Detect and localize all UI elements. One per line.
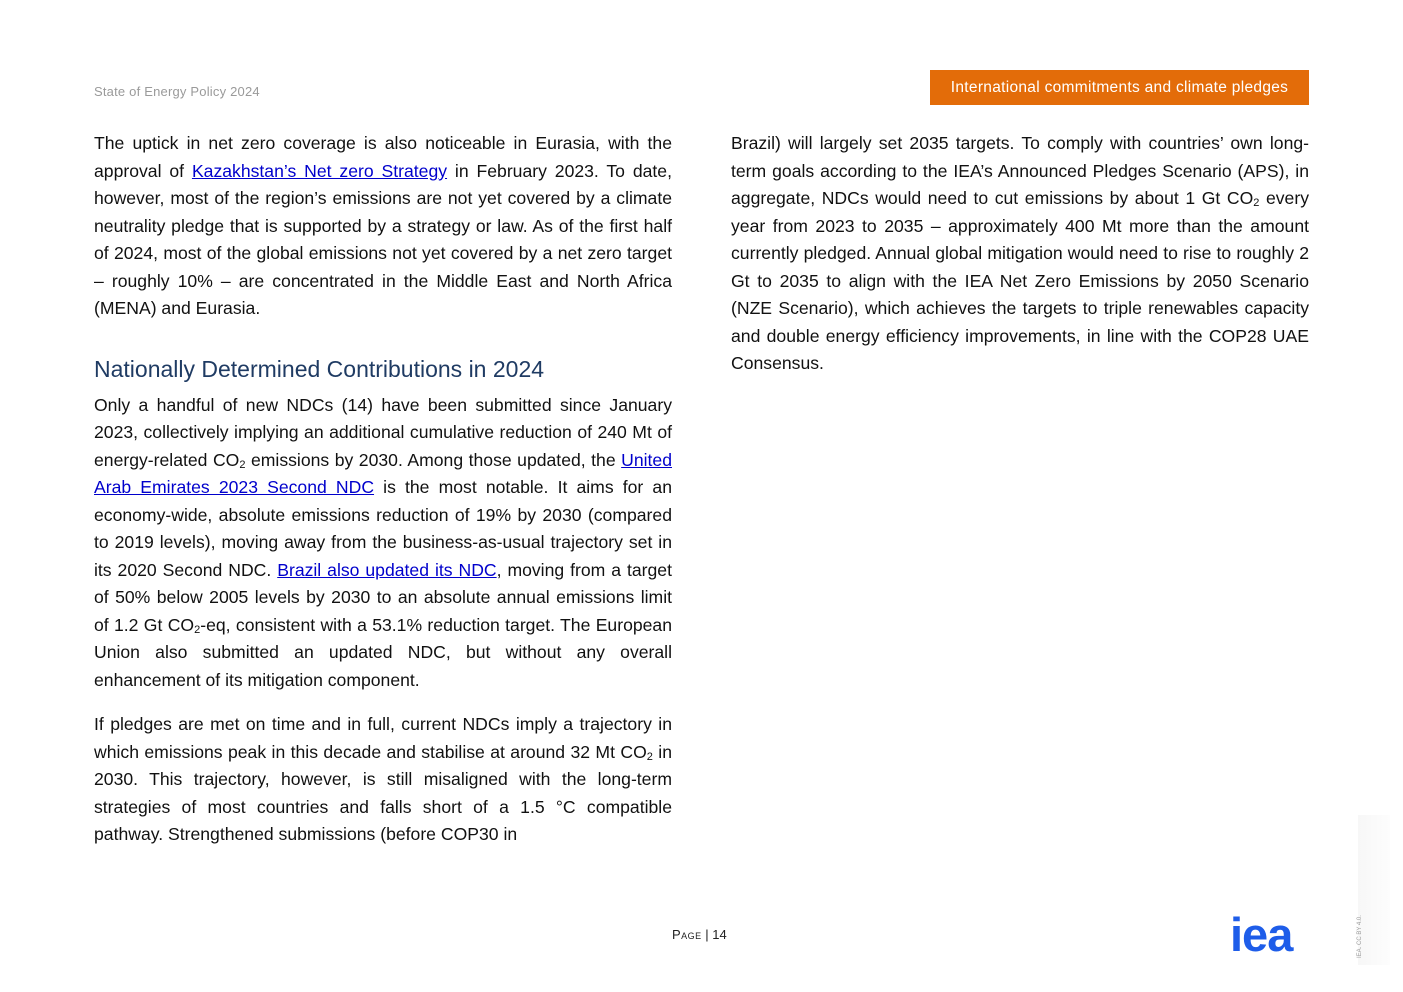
text: in February 2023. To date, however, most of the region’s emissions are not yet covered by a climate neutrality pledge that is supported by a strategy or law. As of the first half of 2024, most of the global emissions not yet covered by a net zero target – roughly 10% – are concentrated in the Middle East and North Africa (MENA) and Eurasia. [94, 160, 672, 318]
text: -eq, consistent with a 53.1% reduction target. The European Union also submitted an updated NDC, but without any overall enhancement of its mitigation component. [94, 614, 673, 690]
text: Only a handful of new NDCs (14) have been submitted since January 2023, collectively implying an additional cumulative reduction of 240 Mt of energy-related CO [94, 394, 672, 470]
text: Brazil) will largely set 2035 targets. To comply with countries’ own long-term goals according to the IEA’s Announced Pledges Scenario (APS), in aggregate, NDCs would need to cut emissions by about 1 Gt CO [731, 133, 1309, 208]
text: in 2030. This trajectory, however, is still misaligned with the long-term strategies of most countries and falls short of a 1.5 °C compatible pathway. Strengthened submissions (before COP30 in [94, 741, 672, 844]
paragraph-2035-targets [731, 130, 1309, 378]
subscript: 2 [194, 623, 201, 636]
subscript: 2 [239, 458, 246, 471]
text: , moving from a target of 50% below 2005 levels by 2030 to an absolute annual emissions limit of 1.2 Gt CO [94, 559, 672, 635]
page-number-value: 14 [712, 927, 727, 942]
subscript: 2 [1253, 197, 1260, 209]
section-tag [930, 70, 1309, 105]
page-separator: | [701, 927, 713, 942]
iea-logo: iea [1230, 908, 1293, 961]
text: is the most notable. It aims for an economy-wide, absolute emissions reduction of 19% by 2030 (compared to 2019 levels), moving away from the business-as-usual trajectory set in its 2020 Second NDC. [94, 477, 672, 580]
paragraph-trajectory [94, 711, 672, 849]
uae-ndc-link[interactable]: United Arab Emirates 2023 Second NDC [94, 449, 672, 497]
report-title: State of Energy Policy 2024 [94, 84, 260, 99]
section-tag-label: International commitments and climate pledges [950, 78, 1289, 96]
text: The uptick in net zero coverage is also noticeable in Eurasia, with the approval of [94, 133, 672, 181]
left-column [94, 130, 672, 849]
paragraph-ndcs [94, 392, 672, 695]
paragraph-eurasia [94, 130, 672, 323]
text: If pledges are met on time and in full, current NDCs imply a trajectory in which emissions peak in this decade and stabilise at around 32 Mt CO [94, 714, 672, 762]
right-column [731, 130, 1309, 378]
text: every year from 2023 to 2035 – approximately 400 Mt more than the amount currently pledged. Annual global mitigation would need to rise to roughly 2 Gt to 2035 to align with the IEA Net Zero Emissions by 2050 Scenario (NZE Scenario), which achieves the targets to triple renewables capacity and double energy efficiency improvements, in line with the COP28 UAE Consensus. [731, 188, 1309, 373]
brazil-ndc-link[interactable]: Brazil also updated its NDC [277, 559, 497, 580]
text: emissions by 2030. Among those updated, the [245, 449, 622, 470]
page-number [672, 927, 727, 942]
kazakhstan-strategy-link[interactable]: Kazakhstan’s Net zero Strategy [191, 160, 448, 181]
license-text: IEA. CC BY 4.0. [1357, 915, 1363, 958]
subscript: 2 [646, 750, 653, 763]
section-heading: Nationally Determined Contributions in 2024 [94, 355, 545, 382]
page-label: Page [672, 927, 702, 942]
